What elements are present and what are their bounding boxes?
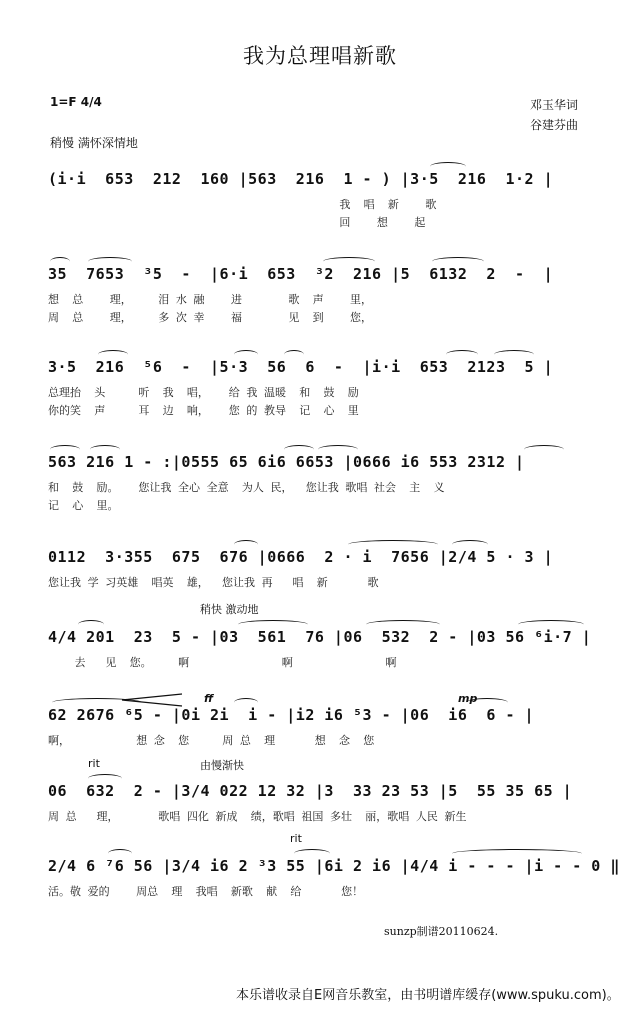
lyrics-verse-2: 回 想 起 <box>48 216 426 229</box>
lyrics-verse-1: 您让我 学 习英雄 唱英 雄， 您让我 再 唱 新 歌 <box>48 576 379 589</box>
dynamic-ff: ff <box>204 692 214 705</box>
slur-mark <box>50 257 70 266</box>
slur-mark <box>466 698 508 707</box>
transcriber-credit: sunzp制谱20110624. <box>384 925 499 938</box>
slur-mark <box>494 350 534 359</box>
slur-mark <box>50 445 80 454</box>
score-system-9 <box>48 857 620 949</box>
slur-mark <box>446 350 478 359</box>
slur-mark <box>234 540 258 549</box>
slur-mark <box>452 849 582 858</box>
ritardando-marking: rit <box>290 832 302 845</box>
slur-mark <box>430 162 466 171</box>
page-title: 我为总理唱新歌 <box>243 44 397 68</box>
notes-line: (i·i 653 212 160 |563 216 1 - ) |3·5 216 1·2 | <box>48 170 554 188</box>
slur-mark <box>518 620 584 629</box>
lyrics-verse-1: 周 总 理， 歌唱 四化 新成 绩，歌唱 祖国 多壮 丽，歌唱 人民 新生 <box>48 810 467 823</box>
slur-mark <box>108 849 132 858</box>
notes-line: 06 632 2 - |3/4 022 12 32 |3 33 23 53 |5 55 35 65 | <box>48 782 573 800</box>
ritardando-marking: rit <box>88 757 100 770</box>
lyrics-verse-1: 去 见 您。 啊 啊 啊 <box>48 656 397 669</box>
lyricist-credit: 邓玉华词 <box>530 98 579 112</box>
notes-line: 35 7653 ³5 - |6·i 653 ³2 216 |5 6132 2 - | <box>48 265 554 283</box>
slur-mark <box>234 350 258 359</box>
lyrics-verse-1: 总理抬 头 听 我 唱， 给 我 温暖 和 鼓 励 <box>48 386 359 399</box>
lyrics-verse-1: 和 鼓 励。 您让我 全心 全意 为人 民， 您让我 歌唱 社会 主 义 <box>48 481 445 494</box>
lyrics-verse-2: 周 总 理， 多 次 幸 福 见 到 您， <box>48 311 373 324</box>
lyrics-verse-1: 活。敬 爱的 周总 理 我唱 新歌 献 给 您！ <box>48 885 364 898</box>
lyrics-verse-2: 你的笑 声 耳 边 响， 您 的 教导 记 心 里 <box>48 404 359 417</box>
slur-mark <box>452 540 488 549</box>
lyrics-verse-2: 记 心 里。 <box>48 499 119 512</box>
composer-credit: 谷建芬曲 <box>530 118 579 132</box>
score-system-1 <box>48 170 592 262</box>
notes-line: 62 2676 ⁶5 - |0i 2i i - |i2 i6 ⁵3 - |06 i6 6 - | <box>48 706 535 724</box>
notes-line: 2/4 6 ⁷6 56 |3/4 i6 2 ³3 55 |6i 2 i6 |4/4 i - - - |i - - 0 ‖ <box>48 857 620 875</box>
score-system-2 <box>48 265 592 357</box>
key-signature: 1=F 4/4 <box>50 95 102 109</box>
slur-mark <box>78 620 104 629</box>
slur-mark <box>98 350 128 359</box>
slur-mark <box>318 445 358 454</box>
score-system-5 <box>48 548 592 640</box>
notes-line: 0112 3·355 675 676 |0666 2 · i 7656 |2/4 5 · 3 | <box>48 548 554 566</box>
slur-mark <box>366 620 440 629</box>
tempo-change-marking: 稍快 激动地 <box>200 603 259 616</box>
slur-mark <box>88 774 122 783</box>
lyrics-verse-1: 啊， 想 念 您 周 总 理 想 念 您 <box>48 734 375 747</box>
dynamic-mp: mp <box>458 692 478 705</box>
slur-mark <box>323 257 375 266</box>
notes-line: 563 216 1 - :|0555 65 6i6 6653 |0666 i6 553 2312 | <box>48 453 525 471</box>
lyrics-verse-1: 我 唱 新 歌 <box>48 198 437 211</box>
slur-mark <box>432 257 484 266</box>
slur-mark <box>524 445 564 454</box>
source-footer: 本乐谱收录自E网音乐教室，由书明谱库缓存(www.spuku.com)。 <box>236 988 620 1003</box>
slur-mark <box>90 445 120 454</box>
slur-mark <box>294 849 330 858</box>
slur-mark <box>88 257 132 266</box>
slur-mark <box>238 620 308 629</box>
slur-mark <box>52 698 142 707</box>
slur-mark <box>234 698 258 707</box>
slur-mark <box>284 445 314 454</box>
notes-line: 3·5 216 ⁵6 - |5·3 56 6 - |i·i 653 2123 5 | <box>48 358 554 376</box>
score-system-4 <box>48 453 592 545</box>
lyrics-verse-1: 想 总 理， 泪 水 融 进 歌 声 里， <box>48 293 373 306</box>
slur-mark <box>284 350 304 359</box>
tempo-marking: 稍慢 满怀深情地 <box>50 136 138 150</box>
tempo-change-marking: 由慢渐快 <box>200 759 244 772</box>
slur-mark <box>348 540 438 549</box>
score-system-3 <box>48 358 592 450</box>
notes-line: 4/4 201 23 5 - |03 561 76 |06 532 2 - |03 56 ⁶i·7 | <box>48 628 592 646</box>
